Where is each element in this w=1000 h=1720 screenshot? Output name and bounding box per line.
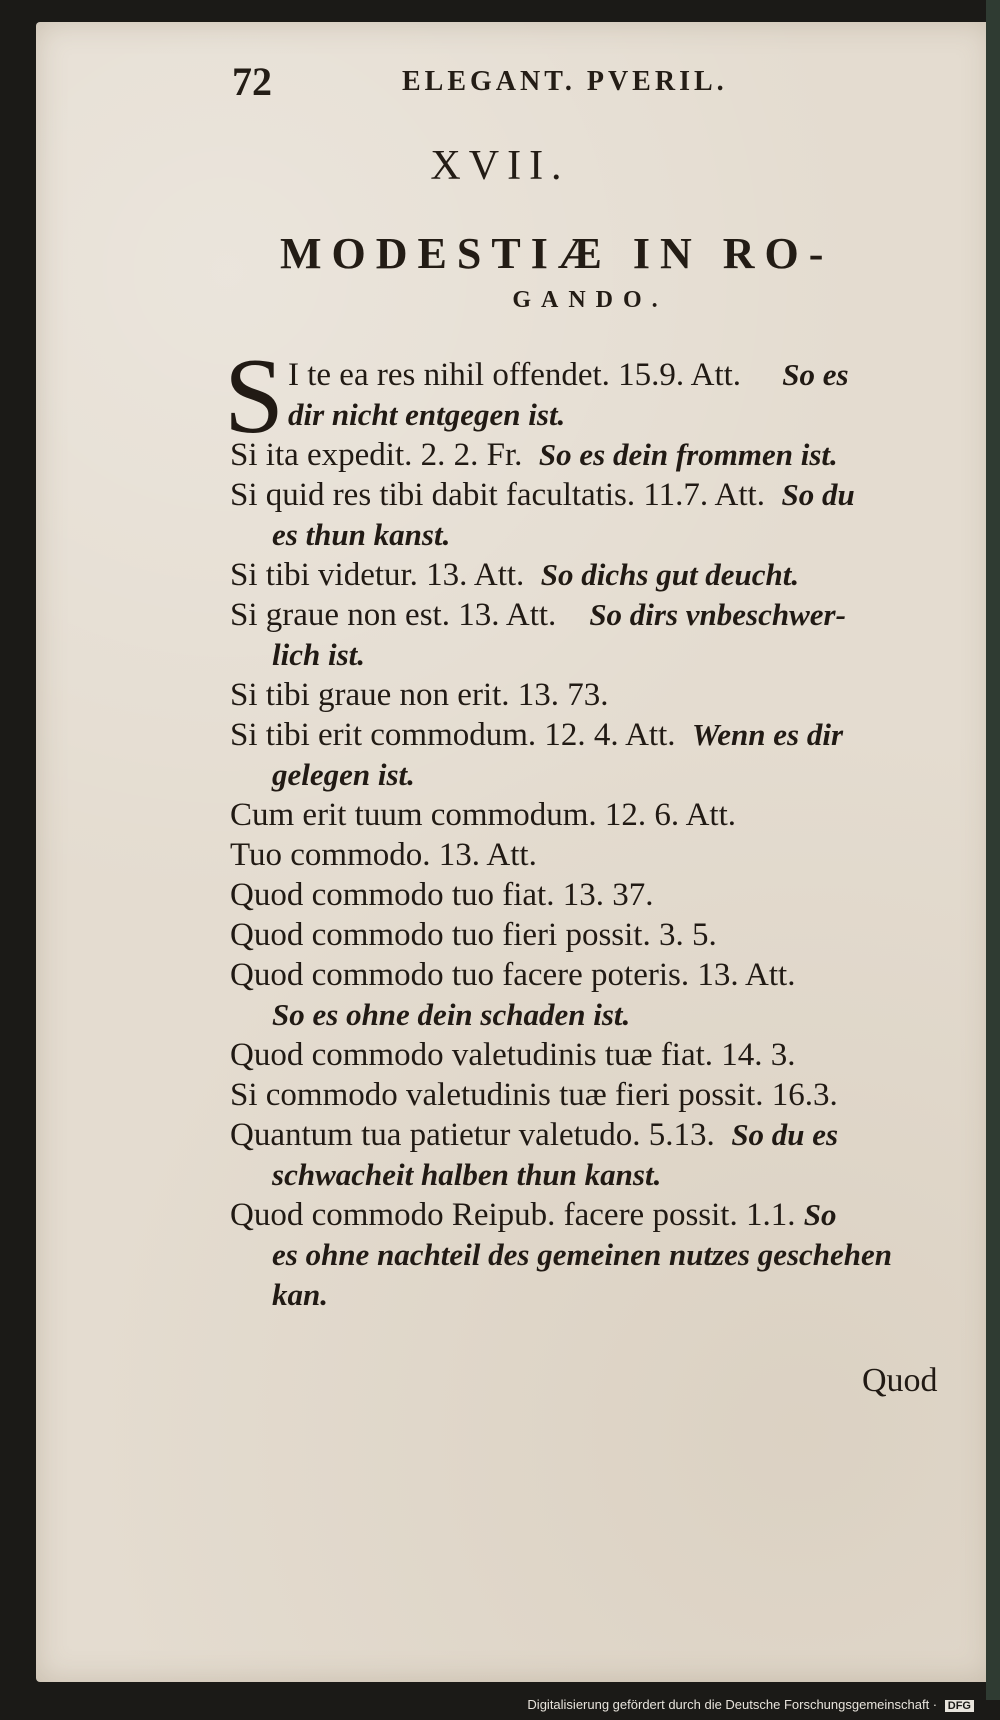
- german-gloss-cont: es thun kanst.: [272, 517, 451, 552]
- german-gloss: So du: [781, 477, 855, 512]
- latin-phrase: Si graue non est. 13. Att.: [230, 597, 557, 633]
- list-item: [230, 875, 970, 915]
- latin-phrase: Quantum tua patietur valetudo. 5.13.: [230, 1117, 715, 1153]
- latin-phrase: Si tibi graue non erit. 13. 73.: [230, 677, 609, 713]
- german-gloss: Wenn es dir: [692, 717, 844, 752]
- latin-phrase: Si tibi videtur. 13. Att.: [230, 557, 525, 593]
- chapter-title-line1: MODESTIÆ IN RO-: [280, 229, 834, 278]
- german-gloss-cont: schwacheit halben thun kanst.: [272, 1157, 662, 1192]
- list-item: [230, 1195, 970, 1315]
- german-gloss: So es dein frommen ist.: [538, 437, 838, 472]
- page-number: 72: [232, 59, 272, 104]
- latin-phrase: Si ita expedit. 2. 2. Fr.: [230, 437, 523, 473]
- german-gloss-cont: lich ist.: [272, 637, 366, 672]
- german-gloss: So: [803, 1197, 837, 1232]
- catchword: Quod: [862, 1362, 938, 1399]
- list-item: [230, 795, 970, 835]
- german-gloss-cont: So es ohne dein schaden ist.: [272, 997, 631, 1032]
- list-item: [230, 715, 970, 795]
- page-header: [232, 58, 940, 108]
- book-spine: [986, 0, 1000, 1700]
- drop-cap: S: [224, 337, 285, 456]
- footer-text: Digitalisierung gefördert durch die Deutsche Forschungsgemeinschaft ·: [527, 1697, 938, 1712]
- latin-phrase: Si tibi erit commodum. 12. 4. Att.: [230, 717, 676, 753]
- german-gloss-cont: es ohne nachteil des gemeinen nutzes geschehen: [272, 1237, 893, 1272]
- list-item: [230, 435, 970, 475]
- latin-phrase: Quod commodo valetudinis tuæ fiat. 14. 3.: [230, 1037, 796, 1073]
- chapter-title-line2: GANDO.: [512, 287, 668, 313]
- list-item: [230, 955, 970, 1035]
- list-item: [230, 555, 970, 595]
- list-item: [230, 1035, 970, 1075]
- list-item: [230, 835, 970, 875]
- list-item: [230, 1075, 970, 1115]
- latin-phrase: Quod commodo tuo fiat. 13. 37.: [230, 877, 654, 913]
- latin-phrase: Quod commodo Reipub. facere possit. 1.1.: [230, 1197, 796, 1233]
- german-gloss: So du es: [731, 1117, 839, 1152]
- running-head: ELEGANT. PVERIL.: [402, 66, 728, 97]
- digitization-footer: [527, 1697, 974, 1712]
- chapter-title: [280, 228, 940, 314]
- list-item: [230, 915, 970, 955]
- german-gloss: So dirs vnbeschwer-: [589, 597, 846, 632]
- latin-phrase: Si commodo valetudinis tuæ fieri possit. 16.3.: [230, 1077, 838, 1113]
- list-item: [230, 675, 970, 715]
- latin-phrase: Cum erit tuum commodum. 12. 6. Att.: [230, 797, 736, 833]
- german-gloss: So dichs gut deucht.: [540, 557, 800, 592]
- latin-phrase: Si quid res tibi dabit facultatis. 11.7. Att.: [230, 477, 765, 513]
- latin-phrase: Quod commodo tuo fieri possit. 3. 5.: [230, 917, 717, 953]
- list-item: [230, 475, 970, 555]
- latin-phrase: I te ea res nihil offendet. 15.9. Att.: [288, 357, 742, 393]
- german-gloss-cont: gelegen ist.: [272, 757, 415, 792]
- german-gloss-cont: dir nicht entgegen ist.: [288, 397, 566, 432]
- list-item: [230, 595, 970, 675]
- chapter-number: XVII.: [430, 143, 570, 189]
- latin-phrase: Quod commodo tuo facere poteris. 13. Att.: [230, 957, 796, 993]
- latin-phrase: Tuo commodo. 13. Att.: [230, 837, 537, 873]
- german-gloss-cont2: kan.: [272, 1277, 328, 1312]
- phrase-list: [224, 337, 970, 1315]
- list-item: [230, 1115, 970, 1195]
- dfg-logo: DFG: [945, 1700, 974, 1712]
- german-gloss: So es: [782, 357, 849, 392]
